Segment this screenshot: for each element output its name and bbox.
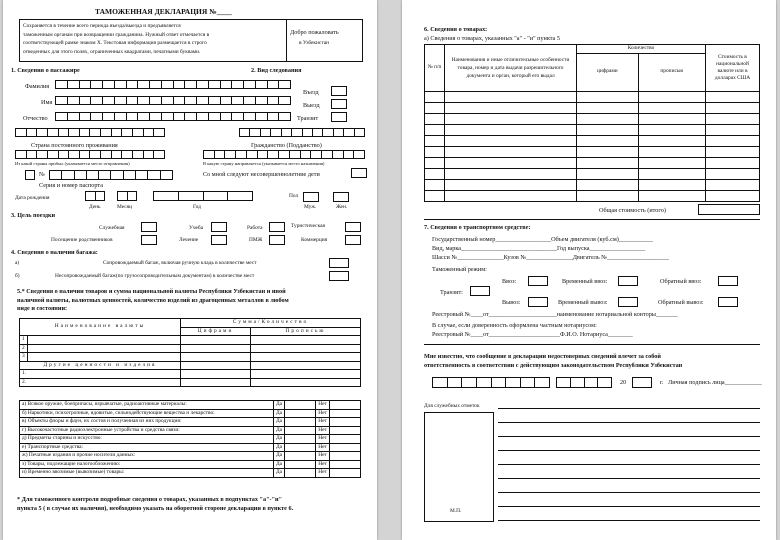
no-box[interactable]: [329, 452, 360, 461]
goods-words-header: прописью: [638, 53, 705, 91]
passport-number-field[interactable]: [49, 170, 173, 180]
no-box[interactable]: [329, 418, 360, 427]
temp-import-checkbox[interactable]: [618, 276, 638, 286]
no-box[interactable]: [329, 435, 360, 444]
baggage-a-letter: а): [15, 260, 20, 266]
purpose-work-label: Работа: [247, 225, 263, 231]
words-header: Прописью: [251, 327, 361, 336]
section4-heading: 4. Сведения о наличии багажа:: [11, 249, 98, 256]
exit-label: Выезд: [303, 102, 320, 109]
stamp-place-label: М.П.: [450, 508, 462, 514]
year-label: г.: [660, 379, 664, 386]
yes-box[interactable]: [285, 418, 316, 427]
number-sign: №: [39, 171, 45, 178]
re-import-label: Обратный ввоз:: [660, 278, 702, 285]
re-import-checkbox[interactable]: [718, 276, 738, 286]
to-country-field[interactable]: [203, 150, 365, 159]
male-label: Муж.: [304, 204, 317, 210]
section6a-heading: а) Сведения о товарах, указанных "а" - "и" пункта 5: [424, 35, 560, 42]
passport-label: Серия и номер паспорта: [39, 182, 103, 189]
signature-label: Личная подпись лица____________: [668, 379, 762, 386]
birth-year-field[interactable]: [153, 191, 253, 201]
female-checkbox[interactable]: [333, 192, 349, 202]
no-box[interactable]: [329, 460, 360, 469]
entry-label: Въезд: [303, 89, 319, 96]
passport-series-box[interactable]: [25, 170, 35, 180]
section7-heading: 7. Сведения о транспортном средстве:: [424, 224, 531, 231]
female-label: Жен.: [336, 204, 348, 210]
no-box[interactable]: [329, 401, 360, 410]
goods-no-header: № п/п: [425, 45, 445, 92]
section1-heading: 1. Сведения о пассажире: [11, 67, 80, 74]
purpose-commerce-label: Коммерция: [301, 237, 328, 243]
currency-row[interactable]: 3: [20, 353, 361, 362]
residence-label: Страна постоянного проживания: [31, 142, 118, 149]
year-prefix: 20: [620, 379, 627, 386]
transit-label: Транзит: [297, 115, 319, 122]
yes-box[interactable]: [285, 401, 316, 410]
no-box[interactable]: [329, 443, 360, 452]
footnote: * Для таможенного контроля подробные сведения о товарах, указанных в подпунктах "а"-"и" пункта 5 ( в случае их наличия), необходимо указать на оборотной стороне декларации в пункте 6.: [17, 496, 294, 512]
baggage-a-count[interactable]: [329, 258, 349, 268]
residence-field[interactable]: [15, 128, 165, 137]
goods-row[interactable]: [425, 179, 760, 190]
re-export-checkbox[interactable]: [718, 297, 738, 307]
no-box[interactable]: [329, 409, 360, 418]
currency-row[interactable]: 2: [20, 344, 361, 353]
year-suffix-box[interactable]: [632, 377, 652, 388]
state-number-label: Государственный номер__________________Объем двигателя (куб.см)___________: [432, 236, 653, 243]
signature-month-cells[interactable]: [556, 377, 612, 388]
goods-row[interactable]: [425, 157, 760, 168]
temp-export-label: Временный вывоз:: [558, 299, 608, 306]
declaration-page-2: [402, 0, 776, 540]
baggage-b-count[interactable]: [329, 271, 349, 281]
import-checkbox[interactable]: [528, 276, 548, 286]
purpose-tourism-checkbox[interactable]: [345, 222, 361, 232]
yes-box[interactable]: [285, 452, 316, 461]
yes-box[interactable]: [285, 443, 316, 452]
regime-label: Таможенный режим:: [432, 266, 487, 273]
goods-value-header: Стоимость в национальной валюте или в долларах США: [706, 45, 760, 92]
welcome-line2: в Узбекистан: [299, 40, 330, 46]
section5-heading: 5.* Сведения о наличии товаров и сумма национальной валюты Республики Узбекистан и иной наличной валюты, валютных ценностей, количество изделий из драгоценных металлов в любом виде и состоянии:: [17, 288, 289, 312]
goods-checklist: а) Всякое оружие, боеприпасы, взрывчатые, радиоактивные материалы: Да Нет б) Наркотики, психотропные, ядовитые, сильнодействующие вещества и лекарство: Да Нет в) Объекты флоры и фаун, их состоя и полученная из них продукция: Да Нет г) Высокочастотные радиоэлектронные устройства и средства связи: Да Нет д) Предметы старины и искусство: Да Нет е) Транспортные средства: Да Нет ж) Печатные издания и прочие носители данных: Да Нет з) Товары, подлежащие налогообложению: Да Нет и) Временно ввозимые (вывозимые) товары: Да Нет: [19, 400, 361, 478]
goods-row[interactable]: [425, 102, 760, 113]
purpose-pmzh-checkbox[interactable]: [269, 235, 285, 245]
declaration-page-1: [3, 0, 377, 540]
kind-label: Вид, марка_______________________________Год выпуска__________________: [432, 245, 646, 252]
goods-row[interactable]: [425, 113, 760, 124]
currency-table: [19, 318, 361, 387]
values-row[interactable]: 2.: [20, 378, 361, 387]
citizenship-label: Гражданство (Подданство): [251, 142, 322, 149]
goods-table: [424, 44, 760, 202]
digits-header: Цифрами: [181, 327, 251, 336]
baggage-b-letter: б): [15, 273, 20, 279]
to-country-label: В какую страну направляется (указывается место назначения): [203, 161, 325, 166]
purpose-pmzh-label: ПМЖ: [249, 237, 263, 243]
liability-warning: Мне известно, что сообщение в декларации недостоверных сведений влечет за собой ответственность в соответствии с действующим законодательством Республики Узбекистан: [424, 353, 683, 369]
yes-box[interactable]: [285, 435, 316, 444]
export-checkbox[interactable]: [528, 297, 548, 307]
month-label: Месяц: [117, 204, 133, 210]
yes-box[interactable]: [285, 409, 316, 418]
exit-checkbox[interactable]: [331, 99, 347, 109]
children-label: Со мной следуют несовершеннолетние дети: [203, 171, 320, 178]
baggage-a-label: Сопровождаемый багаж, включая ручную кладь в количестве мест: [103, 260, 257, 266]
registry2-line: Реестровый №____от_______________________Ф.И.О. Нотариуса________: [432, 331, 633, 338]
surname-field[interactable]: [55, 80, 291, 89]
entry-checkbox[interactable]: [331, 86, 347, 96]
purpose-commerce-checkbox[interactable]: [345, 235, 361, 245]
declaration-title: ТАМОЖЕННАЯ ДЕКЛАРАЦИЯ №____: [95, 7, 232, 16]
purpose-work-checkbox[interactable]: [269, 222, 285, 232]
surname-label: Фамилия: [25, 83, 50, 90]
purpose-study-label: Учеба: [189, 225, 204, 231]
other-values-header: Другие ценности и изделия: [20, 361, 181, 370]
goods-name-header: Наименования и иные отличительные особенности товара, номер и дата выдачи разрешительного документа и орган, который его выдал: [445, 45, 577, 92]
purpose-service-checkbox[interactable]: [141, 222, 157, 232]
transit-regime-label: Транзит:: [440, 289, 463, 296]
purpose-relatives-checkbox[interactable]: [141, 235, 157, 245]
no-box[interactable]: [329, 469, 360, 478]
section3-heading: 3. Цель поездки: [11, 212, 56, 219]
section6-heading: 6. Сведения о товарах:: [424, 26, 488, 33]
purpose-service-label: Служебная: [99, 225, 125, 231]
signature-date-cells[interactable]: [432, 377, 550, 388]
transit-regime-checkbox[interactable]: [470, 286, 490, 296]
total-value[interactable]: [698, 204, 760, 215]
purpose-treatment-label: Лечение: [179, 237, 199, 243]
purpose-tourism-label: Туристическая: [291, 223, 325, 229]
patronymic-field[interactable]: [55, 112, 291, 121]
baggage-b-label: Несопровождаемый багаж(по грузосопроводительным документам) в количестве мест: [55, 273, 255, 279]
birth-day-field[interactable]: [85, 191, 105, 201]
yes-box[interactable]: [285, 426, 316, 435]
goods-row[interactable]: [425, 124, 760, 135]
name-label: Имя: [41, 99, 53, 106]
official-marks-box[interactable]: [424, 412, 494, 522]
yes-box[interactable]: [285, 469, 316, 478]
proxy-note: В случае, если доверенность оформлена частным нотариусом:: [432, 322, 597, 329]
re-export-label: Обратный вывоз:: [658, 299, 704, 306]
birthdate-label: Дата рождения: [15, 195, 50, 201]
export-label: Вывоз:: [502, 299, 521, 306]
currency-row[interactable]: 1: [20, 336, 361, 345]
purpose-study-checkbox[interactable]: [211, 222, 227, 232]
values-row[interactable]: 1.: [20, 370, 361, 379]
goods-row[interactable]: [425, 146, 760, 157]
goods-row[interactable]: [425, 168, 760, 179]
yes-box[interactable]: [285, 460, 316, 469]
goods-row[interactable]: [425, 190, 760, 201]
intro-text: Сохраняется в течение всего периода въезда/выезда и предъявляется таможенным органам при возвращении гражданина. Нужный ответ отмечается в соответствующей рамке знаком Х. Текстовая информация размещается в строго отведенных для этого полях, ограниченных квадратами, печатными буквами.: [23, 23, 210, 55]
goods-digits-header: цифрами: [577, 53, 639, 91]
goods-row[interactable]: [425, 135, 760, 146]
male-checkbox[interactable]: [303, 192, 319, 202]
from-country-field[interactable]: [15, 150, 165, 159]
goods-qty-header: Количество: [577, 45, 706, 54]
transit-checkbox[interactable]: [331, 112, 347, 122]
sum-qty-header: Сумма/Количество: [181, 319, 361, 328]
currency-name-header: Наименование валюты: [20, 319, 181, 336]
children-checkbox[interactable]: [351, 168, 367, 178]
temp-export-checkbox[interactable]: [618, 297, 638, 307]
from-country-label: Из какой страны прибыл (указывается место отправления): [15, 161, 130, 166]
purpose-treatment-checkbox[interactable]: [211, 235, 227, 245]
purpose-relatives-label: Посещение родственников: [51, 237, 113, 243]
welcome-line1: Добро пожаловать: [290, 29, 339, 36]
citizenship-field[interactable]: [239, 128, 365, 137]
registry-line: Реестровый №____от______________________наименование нотариальной конторы_______: [432, 311, 678, 318]
goods-row[interactable]: [425, 91, 760, 102]
name-field[interactable]: [55, 96, 291, 105]
section2-heading: 2. Вид следования: [251, 67, 302, 74]
sex-label: Пол: [289, 193, 299, 199]
birth-month-field[interactable]: [117, 191, 137, 201]
day-label: День: [89, 204, 101, 210]
patronymic-label: Отчество: [23, 115, 48, 122]
no-box[interactable]: [329, 426, 360, 435]
import-label: Ввоз:: [502, 278, 517, 285]
official-marks-label: Для служебных отметок: [424, 403, 480, 409]
temp-import-label: Временный ввоз:: [562, 278, 608, 285]
year-label: Год: [193, 204, 201, 210]
chassis-label: Шасси №_______________Кузов №_______________Двигатель №____________________: [432, 254, 669, 261]
total-label: Общая стоимость (итого): [599, 207, 666, 214]
